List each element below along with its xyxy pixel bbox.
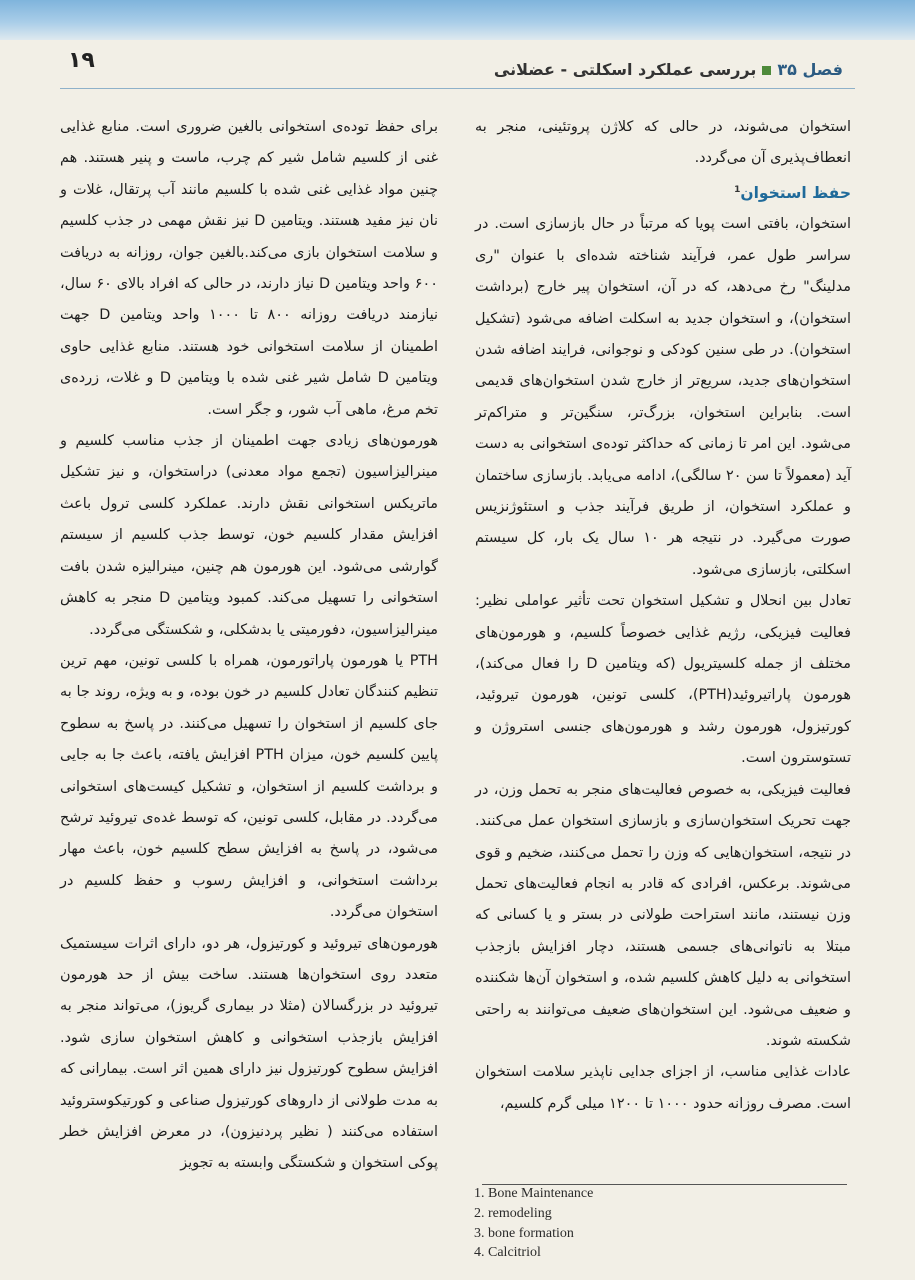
page-number: ۱۹ [68, 48, 95, 73]
paragraph: هورمون‌های زیادی جهت اطمینان از جذب مناسب کلسیم و مینرالیزاسیون (تجمع مواد معدنی) دراستخوان، و نیز تشکیل ماتریکس استخوانی نقش دارند. عملکرد کلسی ترول باعث افزایش مقدار کلسیم خون، توسط جذب کلسیم از سیستم گوارشی می‌شود. این هورمون هم چنین، مینرالیزه شدن بافت استخوانی را تسهیل می‌کند. کمبود ویتامین D منجر به کاهش مینرالیزاسیون، دفورمیتی یا بدشکلی، و شکستگی می‌گردد. [60, 433, 438, 638]
left-column [60, 112, 438, 1180]
header-divider [60, 88, 855, 89]
paragraph: PTH یا هورمون پاراتورمون، همراه با کلسی تونین، مهم ترین تنظیم کنندگان تعادل کلسیم در خون بوده، و به ویژه، روند جا به جای کلسیم از استخوان را تسهیل می‌کنند. در پاسخ به سطوح پایین کلسیم خون، میزان PTH افزایش یافته، باعث جا به جایی و برداشت کلسیم از استخوان، و تشکیل کیست‌های استخوانی می‌گردد. در مقابل، کلسی تونین، که توسط غده‌ی تیروئید ترشح می‌شود، در پاسخ به افزایش سطح کلسیم خون، باعث مهار برداشت استخوانی، و افزایش رسوب و حفظ کلسیم در استخوان می‌گردد. [60, 652, 438, 921]
paragraph: تعادل بین انحلال و تشکیل استخوان تحت تأثیر عواملی نظیر: فعالیت فیزیکی، رژیم غذایی خصوصاً کلسیم، و هورمون‌های مختلف از جمله کلسیتریول (که ویتامین D را فعال می‌کند)، هورمون پاراتیروئید(PTH)، کلسی تونین، هورمون تیروئید، کورتیزول، هورمون رشد و هورمون‌های جنسی استروژن و تستوسترون است. [475, 593, 851, 767]
paragraph: هورمون‌های تیروئید و کورتیزول، هر دو، دارای اثرات سیستمیک متعدد روی استخوان‌ها هستند. ساخت بیش از حد هورمون تیروئید در بزرگسالان (مثلا در بیماری گریوز)، می‌تواند منجر به افزایش بازجذب استخوانی و کاهش استخوان سازی شود. افزایش سطوح کورتیزول نیز دارای همین اثر است. بیمارانی که به مدت طولانی از داروهای کورتیزول صناعی و کورتیکوستروئید استفاده می‌کنند ( نظیر پردنیزون)، در معرض افزایش خطر پوکی استخوان و شکستگی وابسته به تجویز [60, 935, 438, 1172]
footnote-ref: 1 [734, 184, 741, 195]
square-bullet-icon [762, 66, 771, 75]
footnote-item: 1. Bone Maintenance [474, 1186, 594, 1201]
paragraph: فعالیت فیزیکی، به خصوص فعالیت‌های منجر به تحمل وزن، در جهت تحریک استخوان‌سازی و بازسازی استخوان عمل می‌کنند. در نتیجه، استخوان‌هایی که وزن را تحمل می‌کنند، ضخیم و قوی می‌شوند. برعکس، افرادی که قادر به انجام فعالیت‌های تحمل وزن نیستند، مانند استراحت طولانی در بستر و یا کسانی که مبتلا به ناتوانی‌های جسمی هستند، دچار افزایش بازجذب استخوانی به دلیل کاهش کلسیم شده، و استخوان آن‌ها شکننده و ضعیف می‌شود. این استخوان‌های ضعیف می‌توانند به راحتی شکسته شوند. [475, 781, 851, 1049]
footnote-item: 3. bone formation [474, 1225, 574, 1241]
page-header [0, 40, 915, 100]
chapter-title [494, 60, 843, 79]
chapter-subtitle: بررسی عملکرد اسکلتی - عضلانی [493, 60, 757, 79]
footnotes [474, 1184, 854, 1263]
footnote-item: 2. remodeling [474, 1205, 552, 1221]
right-column [475, 112, 851, 1120]
section-heading-text: حفظ استخوان [740, 183, 851, 202]
intro-paragraph: استخوان می‌شوند، در حالی که کلاژن پروتئینی، منجر به انعطاف‌پذیری آن می‌گردد. [475, 119, 851, 167]
section-heading [475, 175, 851, 210]
paragraph: استخوان، بافتی است پویا که مرتباً در حال بازسازی است. در سراسر طول عمر، فرآیند شناخته شده‌ای با عنوان "ری مدلینگ" رخ می‌دهد، که در آن، استخوان پیر خارج (برداشت استخوان)، و استخوان جدید به اسکلت اضافه می‌شود (تشکیل استخوان). در طی سنین کودکی و نوجوانی، فرایند اضافه شدن استخوان‌های جدید، سریع‌تر از خارج شدن استخوان‌های قدیمی است. بنابراین استخوان، بزرگ‌تر، سنگین‌تر و متراکم‌تر می‌شود. این امر تا زمانی که حداکثر توده‌ی استخوانی به دست آید (معمولاً تا سن ۲۰ سالگی)، ادامه می‌یابد. بازسازی ساختمان و عملکرد استخوان، از طریق فرآیند جذب و استئوژنزیس صورت می‌گیرد. در نتیجه هر ۱۰ سال یک بار، کل سیستم اسکلتی، بازسازی می‌شود. [475, 216, 851, 578]
top-color-band [0, 0, 915, 40]
footnote-item: 4. Calcitriol [474, 1245, 541, 1261]
paragraph: برای حفظ توده‌ی استخوانی بالغین ضروری است. منابع غذایی غنی از کلسیم شامل شیر کم چرب، ماست و پنیر هستند. هم چنین مواد غذایی غنی شده با کلسیم مانند آب پرتقال، غلات و نان نیز مفید هستند. ویتامین D نیز نقش مهمی در جذب کلسیم و سلامت استخوان بازی می‌کند.بالغین جوان، روزانه به دریافت ۶۰۰ واحد ویتامین D نیاز دارند، در حالی که افراد بالای ۶۰ سال، نیازمند دریافت روزانه ۸۰۰ تا ۱۰۰۰ واحد ویتامین D جهت اطمینان از سلامت استخوانی خود هستند. منابع غذایی حاوی ویتامین D شامل شیر غنی شده با ویتامین D و غلات، زرده‌ی تخم مرغ، ماهی آب شور، و جگر است. [60, 119, 439, 418]
chapter-label: فصل ۳۵ [777, 60, 843, 79]
paragraph: عادات غذایی مناسب، از اجزای جدایی ناپذیر سلامت استخوان است. مصرف روزانه حدود ۱۰۰۰ تا ۱۲۰۰ میلی گرم کلسیم، [475, 1064, 851, 1112]
